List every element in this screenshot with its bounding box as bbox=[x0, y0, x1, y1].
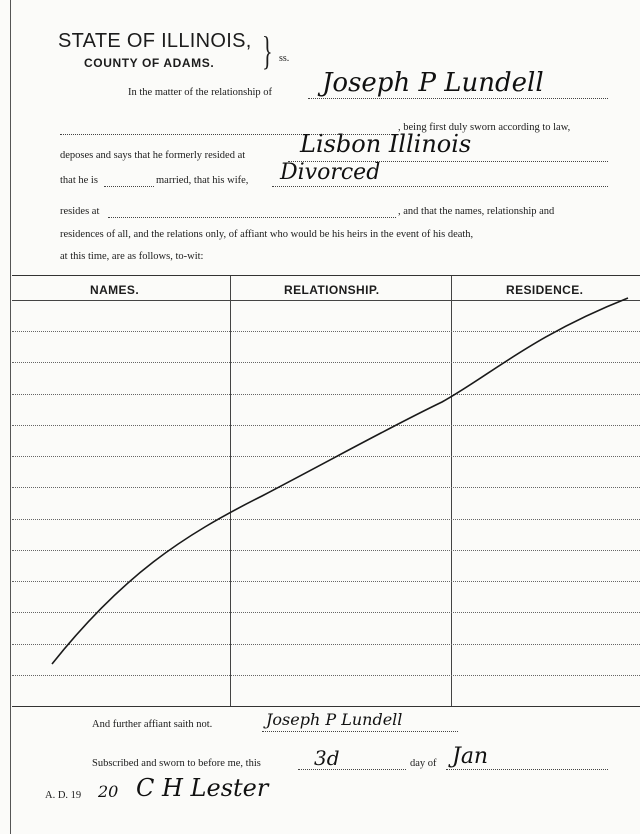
further-affiant-line: And further affiant saith not. bbox=[92, 719, 213, 730]
heirs-clause: , and that the names, relationship and bbox=[398, 206, 555, 217]
county-heading: COUNTY OF ADAMS. bbox=[84, 56, 215, 70]
affiant-name-handwriting: Joseph P Lundell bbox=[322, 68, 544, 98]
marital-clause-b: married, that his wife, bbox=[156, 175, 249, 186]
year-handwriting: 20 bbox=[98, 782, 119, 801]
to-wit-line: at this time, are as follows, to-wit: bbox=[60, 251, 204, 262]
sworn-clause: , being first duly sworn according to law, bbox=[398, 122, 571, 133]
married-rule bbox=[104, 186, 154, 187]
relationship-column-header: RELATIONSHIP. bbox=[284, 283, 380, 297]
heirs-statement: residences of all, and the relations only, of affiant who would be his heirs in the event of his death, bbox=[60, 229, 474, 240]
notary-signature: C H Lester bbox=[136, 774, 269, 802]
month-handwriting: Jan bbox=[452, 744, 489, 769]
relationship-intro: In the matter of the relationship of bbox=[128, 87, 273, 98]
affiant-signature: Joseph P Lundell bbox=[266, 710, 403, 729]
margin-line bbox=[10, 0, 11, 834]
resided-clause: deposes and says that he formerly resided at bbox=[60, 150, 246, 161]
resides-rule bbox=[108, 217, 396, 218]
wife-status-handwriting: Divorced bbox=[280, 160, 381, 185]
cancel-stroke bbox=[52, 298, 628, 664]
month-rule bbox=[446, 769, 608, 770]
former-residence-handwriting: Lisbon Illinois bbox=[300, 130, 472, 158]
cancellation-line bbox=[12, 276, 640, 706]
day-of-label: day of bbox=[410, 758, 437, 769]
residence-column-header: RESIDENCE. bbox=[506, 283, 584, 297]
heirs-table bbox=[12, 275, 640, 707]
names-column-header: NAMES. bbox=[90, 283, 140, 297]
wife-rule bbox=[272, 186, 608, 187]
ad-label: A. D. 19 bbox=[45, 790, 82, 801]
affiant-name-rule bbox=[308, 98, 608, 99]
brace-glyph: } bbox=[262, 28, 273, 73]
signature-rule bbox=[262, 731, 458, 732]
subscribed-line: Subscribed and sworn to before me, this bbox=[92, 758, 261, 769]
ss-mark: ss. bbox=[279, 53, 290, 64]
marital-clause-a: that he is bbox=[60, 175, 98, 186]
resides-label: resides at bbox=[60, 206, 100, 217]
state-heading: STATE OF ILLINOIS, bbox=[58, 30, 252, 52]
day-handwriting: 3d bbox=[314, 746, 340, 770]
